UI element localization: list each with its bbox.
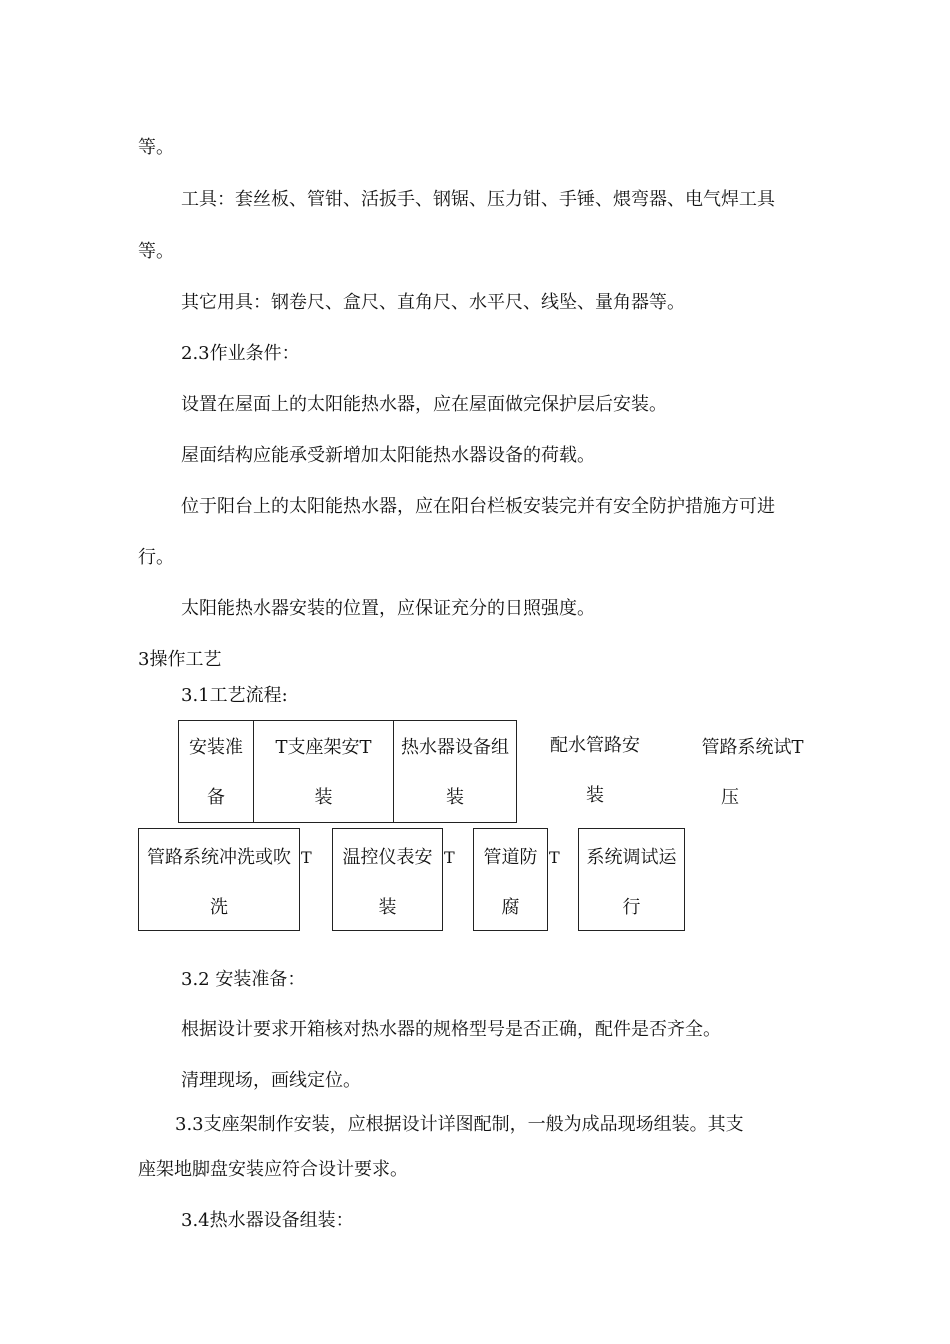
paragraph-balcony-cont: 行。 [138,547,174,568]
paragraph-support-frame-cont: 座架地脚盘安装应符合设计要求。 [138,1159,408,1180]
flow-label-install-prep-2: 备 [207,787,225,808]
flow-label-commissioning-2: 行 [622,897,641,918]
flow-label-pressure-test-1: 管路系统试T [701,737,804,758]
paragraph-other-tools: 其它用具：钢卷尺、盒尺、直角尺、水平尺、线坠、量角器等。 [181,292,685,313]
flow-label-water-piping-2: 装 [586,785,604,806]
flow-label-thermostat-2: 装 [378,897,397,918]
paragraph-balcony: 位于阳台上的太阳能热水器，应在阳台栏板安装完并有安全防护措施方可进 [181,496,775,517]
section-heading-3: 3操作工艺 [138,649,222,670]
flow-label-flush-2: 洗 [210,897,228,918]
paragraph-unpack-check: 根据设计要求开箱核对热水器的规格型号是否正确，配件是否齐全。 [181,1019,721,1040]
paragraph-tools: 工具：套丝板、管钳、活扳手、钢锯、压力钳、手锤、煨弯器、电气焊工具 [181,189,775,210]
flow-arrow-1: T [301,848,312,867]
flow-label-thermostat-1: 温控仪表安 [342,847,433,868]
paragraph-clear-site: 清理现场，画线定位。 [181,1070,361,1091]
flow-label-heater-assembly-1: 热水器设备组 [401,737,509,758]
flow-label-anticorrosion-2: 腐 [501,897,520,918]
flow-arrow-2: T [444,848,455,867]
flow-label-water-piping-1: 配水管路安 [550,735,640,756]
section-heading-2-3: 2.3作业条件： [181,343,300,364]
flow-label-commissioning-1: 系统调试运 [586,847,677,868]
paragraph-dengend-1: 等。 [138,137,174,158]
section-heading-3-4: 3.4热水器设备组装： [181,1210,354,1231]
section-heading-3-1: 3.1工艺流程: [181,685,288,706]
flow-label-support-frame-2: 装 [314,787,333,808]
flow-label-anticorrosion-1: 管道防 [483,847,538,868]
flow-label-install-prep-1: 安装准 [189,737,243,758]
flow-label-heater-assembly-2: 装 [446,787,464,808]
flow-label-flush-1: 管路系统冲洗或吹 [147,847,291,868]
section-heading-3-2: 3.2 安装准备： [181,969,306,990]
paragraph-dengend-2: 等。 [138,241,174,262]
paragraph-support-frame: 3.3支座架制作安装，应根据设计详图配制，一般为成品现场组装。其支 [175,1114,744,1135]
flow-label-pressure-test-2: 压 [721,787,739,808]
flow-label-support-frame-1: T支座架安T [275,737,372,758]
paragraph-roof-load: 屋面结构应能承受新增加太阳能热水器设备的荷载。 [181,445,595,466]
paragraph-roof-install: 设置在屋面上的太阳能热水器，应在屋面做完保护层后安装。 [181,394,667,415]
paragraph-sunlight: 太阳能热水器安装的位置，应保证充分的日照强度。 [181,598,595,619]
flow-arrow-3: T [549,848,560,867]
